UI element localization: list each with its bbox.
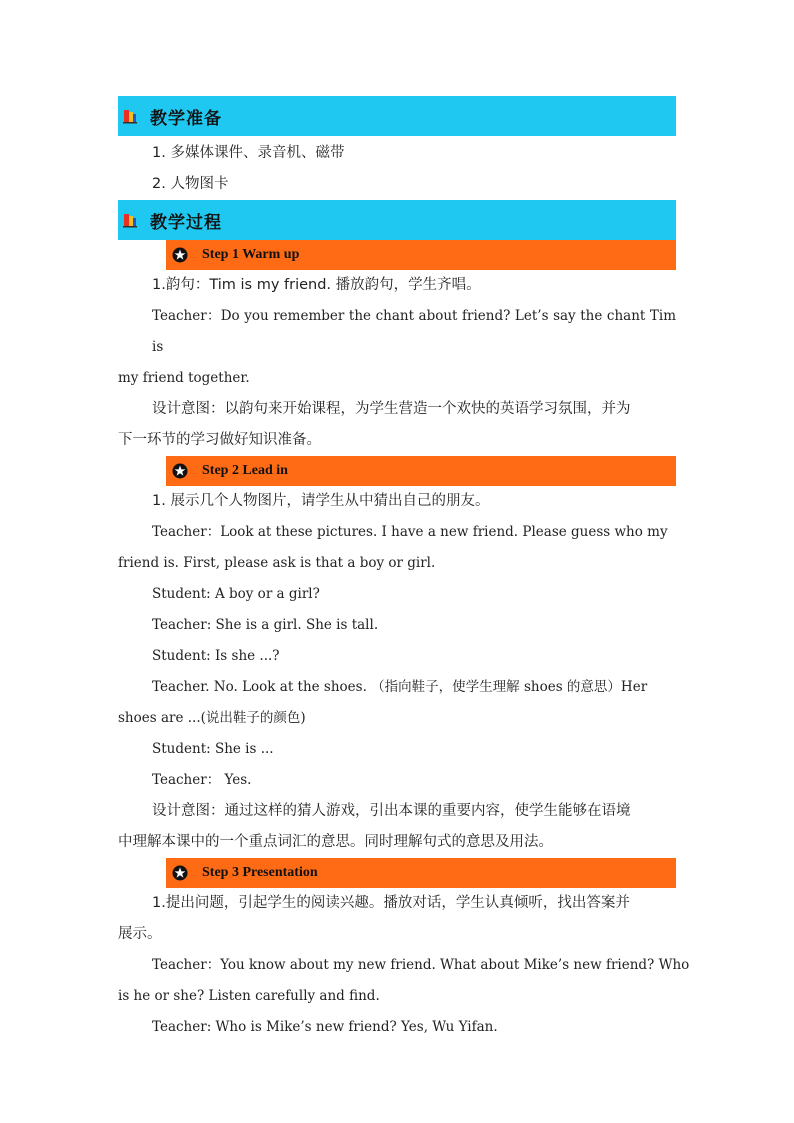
body-line: Student: She is ... — [152, 741, 274, 757]
step-title: Step 2 Lead in — [202, 463, 288, 478]
star-badge-icon — [172, 463, 188, 479]
body-line: Teacher. No. Look at the shoes. （指向鞋子，使学生理解 shoes 的意思）Her — [152, 679, 648, 695]
section-title: 教学准备 — [150, 108, 222, 129]
body-line: 1. 展示几个人物图片，请学生从中猜出自己的朋友。 — [152, 493, 490, 509]
body-line: 设计意图：通过这样的猜人游戏，引出本课的重要内容，使学生能够在语境 — [152, 803, 631, 819]
body-line: 中理解本课中的一个重点词汇的意思。同时理解句式的意思及用法。 — [118, 834, 553, 850]
body-line: Teacher：Do you remember the chant about friend? Let’s say the chant Tim is — [152, 308, 676, 355]
body-line: is he or she? Listen carefully and find. — [118, 988, 380, 1004]
section-header-process — [118, 200, 676, 240]
body-line: friend is. First, please ask is that a boy or girl. — [118, 555, 436, 571]
body-line: shoes are ...(说出鞋子的颜色) — [118, 710, 306, 726]
body-line: Teacher: Who is Mike’s new friend? Yes, Wu Yifan. — [152, 1019, 498, 1035]
body-line: Teacher: She is a girl. She is tall. — [152, 617, 379, 633]
body-line: 下一环节的学习做好知识准备。 — [118, 432, 321, 448]
prep-item: 2. 人物图卡 — [152, 176, 229, 192]
step-header — [166, 858, 676, 888]
document-page — [118, 96, 690, 1043]
body-line: 展示。 — [118, 926, 162, 942]
book-stack-icon — [122, 108, 138, 124]
star-badge-icon — [172, 865, 188, 881]
step-header — [166, 240, 676, 270]
body-line: 1.提出问题，引起学生的阅读兴趣。播放对话，学生认真倾听，找出答案并 — [152, 895, 630, 911]
body-line: Teacher：Look at these pictures. I have a new friend. Please guess who my — [152, 524, 668, 540]
body-line: my friend together. — [118, 370, 250, 386]
prep-item: 1. 多媒体课件、录音机、磁带 — [152, 145, 345, 161]
body-line: 1.韵句：Tim is my friend. 播放韵句，学生齐唱。 — [152, 277, 481, 293]
step-header — [166, 456, 676, 486]
body-line: Teacher：You know about my new friend. What about Mike’s new friend? Who — [152, 957, 690, 973]
step-title: Step 3 Presentation — [202, 865, 318, 880]
section-title: 教学过程 — [150, 212, 222, 233]
star-badge-icon — [172, 247, 188, 263]
body-line: 设计意图：以韵句来开始课程，为学生营造一个欢快的英语学习氛围，并为 — [152, 401, 631, 417]
section-header-prep — [118, 96, 676, 136]
step-title: Step 1 Warm up — [202, 247, 300, 262]
body-line: Student: Is she ...? — [152, 648, 280, 664]
body-line: Student: A boy or a girl? — [152, 586, 320, 602]
book-stack-icon — [122, 212, 138, 228]
body-line: Teacher： Yes. — [152, 772, 252, 788]
